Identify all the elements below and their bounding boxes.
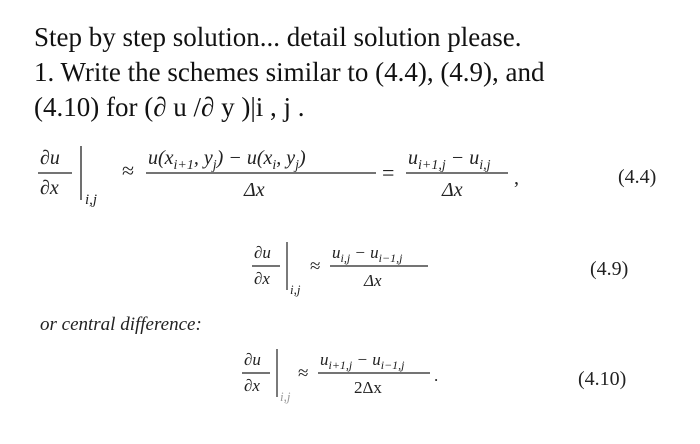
equation-4-9 <box>250 238 450 302</box>
equation-4-10-graphic <box>240 345 460 409</box>
equation-4-4 <box>30 140 550 210</box>
eq49-lhs-denominator: ∂x <box>254 269 270 288</box>
eq44-lhs-denominator: ∂x <box>40 177 59 199</box>
equation-4-4-graphic <box>30 140 550 210</box>
eq44-equals-sign: = <box>382 160 395 185</box>
eq44-approx-sign: ≈ <box>122 158 135 183</box>
equation-4-10 <box>240 345 460 409</box>
eq44-middle-denominator: Δx <box>244 179 265 201</box>
question-text <box>34 20 684 125</box>
eq49-right-denominator: Δx <box>364 271 382 290</box>
equation-4-9-graphic <box>250 238 450 302</box>
central-difference-label: or central difference: <box>40 314 202 335</box>
equation-number-4-9: (4.9) <box>590 258 629 280</box>
eq410-lhs-subscript: i,j <box>280 389 291 404</box>
eq49-lhs-numerator: ∂u <box>254 243 271 262</box>
eq44-right-numerator: $u_{i+1,j} - u_{i,j}$ <box>408 147 491 173</box>
eq410-trailing-period: . <box>434 366 439 385</box>
eq44-middle-numerator: $u(x_{i+1}$, $y_j) - u(x_i$, $y_j$) <box>148 147 306 173</box>
eq49-right-numerator: $u_{i,j} - u_{i-1,j}$ <box>332 243 403 265</box>
equation-number-4-4: (4.4) <box>618 166 657 188</box>
eq44-lhs-numerator: ∂u <box>40 147 60 169</box>
question-line-3: (4.10) for (∂ u /∂ y )|i , j . <box>34 92 305 122</box>
eq410-lhs-numerator: ∂u <box>244 350 261 369</box>
eq44-lhs-subscript: i,j <box>85 192 98 208</box>
question-line-2: 1. Write the schemes similar to (4.4), (4.9), and <box>34 57 545 87</box>
question-line-1: Step by step solution... detail solution please. <box>34 22 522 52</box>
eq410-lhs-denominator: ∂x <box>244 376 260 395</box>
eq44-trailing-comma: , <box>514 167 519 189</box>
eq49-approx-sign: ≈ <box>310 256 321 277</box>
eq49-lhs-subscript: i,j <box>290 282 301 297</box>
eq44-right-denominator: Δx <box>442 179 463 201</box>
eq410-right-denominator: 2Δx <box>354 378 382 397</box>
eq410-approx-sign: ≈ <box>298 363 309 384</box>
equation-number-4-10: (4.10) <box>578 368 627 390</box>
eq410-right-numerator: $u_{i+1,j} - u_{i-1,j}$ <box>320 350 405 372</box>
